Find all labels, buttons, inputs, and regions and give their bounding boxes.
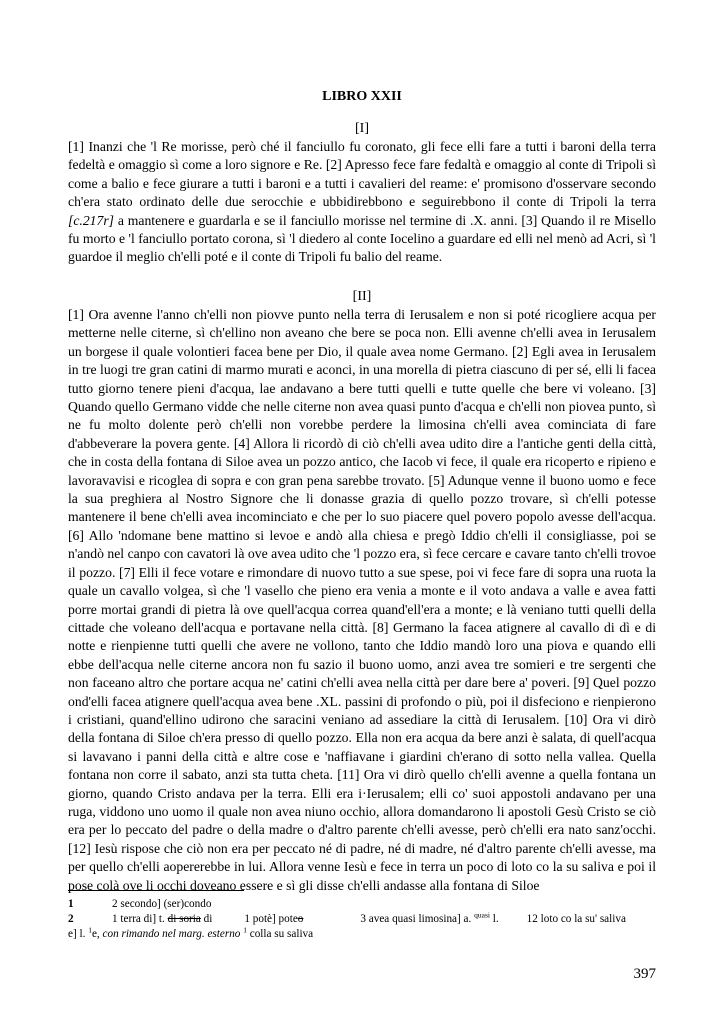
- footnote-1: [68, 897, 656, 912]
- book-title: LIBRO XXII: [322, 89, 402, 104]
- section-label: [I]: [355, 121, 369, 136]
- footnote-italic: con rimando nel marg. esterno: [102, 928, 241, 940]
- footnote-divider: [68, 890, 244, 891]
- section-1: [68, 120, 656, 267]
- section-text-part: a mantenere e guardarla e se il fanciullo morisse nel termine di .X. anni. [3] Quando il re Misello fu morto e 'l fanciullo portato corona, sì 'l diedero al conte Iocelino a guardare ed elli nel menò ad Acri, sì 'l guardoe il meglio ch'elli poté e il conte di Tripoli fu balio del reame.: [68, 212, 656, 265]
- footnote-superscript: quasi: [474, 910, 490, 920]
- section-text: [1] Ora avenne l'anno ch'elli non piovve punto nella terra di Ierusalem e non si poté ricogliere acqua per metterne nelle citerne, sì ch'ellino non aveano che bere se poca non. Elli avenne ch'elli avea in Ierusalem un borgese il quale volontieri facea bene per Dio, il quale avea nome Germano. [2] Egli avea in Ierusalem in tre luogi tre gran catini di marmo murati e aconci, in una morella di pietra ciascuno di per sé, elli li facea tutto giorno tenere pieni d'acqua, lae andavano a bere tutti quelli e tutte quelle che bere vi voleano. [3] Quando quello Germano vidde che nelle citerne non avea quasi punto d'acqua e ch'elli non piovea punto, sì ne fu molto dolente però ch'elli non vorebbe perdere la limosina ch'elli avea cominciata di fare d'abbeverare la povera gente. [4] Allora li ricordò di ciò ch'elli avea udito dire a l'antiche genti della città, che in costa della fontana di Siloe avea un pozzo antico, che Iacob vi fece, il quale era ricoperto e ripieno e lavoravavisi e ricoglea di sopra e con gran pena sarebbe trovato. [5] Adunque venne il buono uomo e fece la sua preghiera al Nostro Signore che li donasse grazia di quello pozzo trovare, sì ch'elli potesse mantenere il bene ch'elli avea incominciato e che per lo suo piacere quel povero popolo avesse dell'acqua. [6] Allo 'ndomane bene mattino si levoe e andò alla chiesa e pregò Iddio ch'elli il consigliasse, poi se n'andò nel canpo con cavatori là ove avea udito che 'l pozzo era, sì fece cercare e cavare tanto ch'elli trovoe il pozzo. [7] Elli il fece votare e rimondare di nuovo tutto a sue spese, poi vi fece fare di sopra una ruota la quale un cavallo volgea, sì che 'l vasello che pieno era venia a monte e il voto andava a valle e avea fatti porre mortai grandi di pietra là ove quell'acqua correa quand'ell'era a monte; e là veniano tutti quelli della cittade che voleano dell'acqua e portavane nella città. [8] Germano la facea atignere al cavallo di dì e di notte e rienpienne tutti quelli che avere ne vollono, tanto che Iddio mandò loro una piova e quando elli ebbe dell'acqua nelle citerne ancora non fu sazio il buono uomo, anzi avea tre somieri e tre sergenti che non faceano altro che portare acqua ne' catini ch'elli avea nella città per dare bere a' poveri. [9] Quel pozzo ond'elli facea atignere quell'acqua avea bene .XL. passini di profondo o più, poi il disfeciono e rienpierono i cristiani, quand'ellino udirono che saracini veniano ad assediare la città di Ierusalem. [10] Ora vi dirò della fontana di Siloe ch'era presso di quello pozzo. Ella non era acqua da bere anzi è salata, di quell'acqua si lavavano i panni della città e altre cose e 'naffiavane i giardini ch'erano di sotto nella vallea. Quella fontana non corre il sabato, anzi sta tutta cheta. [11] Ora vi dirò quello ch'elli avenne a quella fontana un giorno, quando Cristo andava per la terra. Elli era i·Ierusalem; elli co' suoi appostoli andavano per una ruga, viddono uno uomo il quale non avea niuno occhio, allora domandarono li apostoli Gesù Cristo se ciò era per lo peccato del padre o della madre o d'altro parente ch'elli avesse, però ch'elli era nato sanz'occhi. [12] Iesù rispose che ciò non era per peccato né di padre, né di madre, né d'altro parente ch'elli avesse, ma per quello ch'elli aopererebbe in lui. Allora venne Iesù e fece in terra un poco di loto co la su saliva e poi il pose colà ove li occhi doveano essere e sì gli disse ch'elli andasse alla fontana di Siloe: [68, 307, 656, 893]
- page-number: 397: [633, 966, 656, 982]
- section-text: [68, 138, 656, 267]
- footnote-text: colla su saliva: [246, 928, 314, 940]
- footnote-number: 1: [68, 898, 74, 910]
- footnote-superscript: 1: [243, 925, 247, 935]
- section-2: [68, 288, 656, 895]
- footnote-text: 1 potè] pote: [244, 913, 298, 925]
- footnote-text: e,: [91, 928, 103, 940]
- footnote-strikethrough: o: [297, 913, 304, 925]
- footnote-text: di: [200, 913, 213, 925]
- section-label: [II]: [352, 289, 372, 304]
- footnote-2: [68, 912, 656, 927]
- footnote-text: 2 secondo] (ser)condo: [112, 898, 212, 910]
- footnote-strikethrough: di soria: [167, 913, 201, 925]
- footnote-text: 1 terra di] t.: [112, 913, 168, 925]
- footnote-superscript: 1: [88, 925, 92, 935]
- footnote-text: e] l.: [68, 928, 89, 940]
- footnote-text: 12 loto co la su' saliva: [526, 913, 626, 925]
- folio-reference: [c.217r]: [68, 212, 115, 228]
- footnote-text: 3 avea quasi limosina] a.: [360, 913, 475, 925]
- footnote-text: l.: [489, 913, 499, 925]
- footnote-number: 2: [68, 913, 74, 925]
- footnote-2-continued: [68, 927, 656, 942]
- section-text-part: [1] Inanzi che 'l Re morisse, però ché il fanciullo fu coronato, gli fece elli fare a tutti i baroni della terra fedeltà e omaggio sì come a loro signore e Re. [2] Apresso fece fare fedaltà e omaggio al conte di Tripoli sì come a balio e fece giurare a tutti i baroni e a tutti i cavalieri del reame: e' promisono d'osservare secondo ch'era stato ordinato delle due serocchie e ubbidirebbono e seguirebbono il conte di Tripoli la terra: [68, 139, 656, 210]
